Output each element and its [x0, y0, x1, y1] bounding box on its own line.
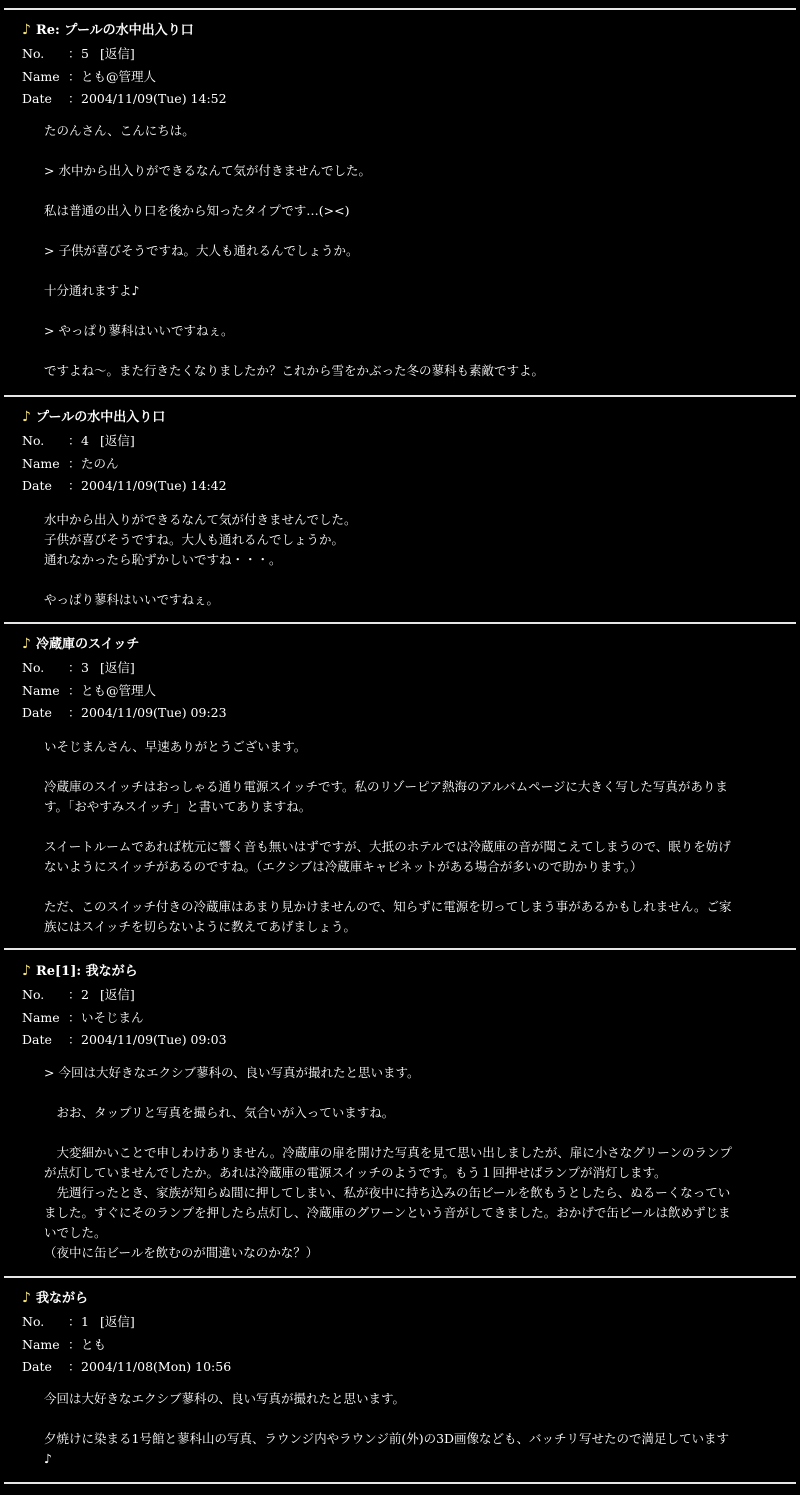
body-line: ました。すぐにそのランプを押したら点灯し、冷蔵庫のグワーンという音がしてきました。おかげで缶ビールは飲めずじま [44, 1205, 731, 1220]
post-title [22, 960, 138, 979]
body-line: ただ、このスイッチ付きの冷蔵庫はあまり見かけませんので、知らずに電源を切ってしまう事があるかもしれません。ご家 [44, 899, 732, 914]
post-date-row [22, 1357, 231, 1375]
post-no-row [22, 1312, 135, 1330]
post-date-row [22, 476, 227, 494]
post-no-row [22, 431, 135, 449]
author-name: とも@管理人 [81, 683, 157, 698]
colon: ： [68, 1032, 81, 1047]
body-line: スイートルームであれば枕元に響く音も無いはずですが、大抵のホテルでは冷蔵庫の音が聞こえてしまうので、眠りを妨げ [44, 839, 731, 854]
body-line: す。「おやすみスイッチ」と書いてありますね。 [44, 799, 312, 814]
post-title-text: 我ながら [35, 1291, 88, 1306]
music-note-icon: ♪ [22, 1290, 31, 1306]
body-line [44, 181, 756, 201]
colon: ： [68, 46, 81, 61]
body-line: 子供が喜びそうですね。大人も通れるんでしょうか。 [44, 532, 345, 547]
body-line: 先週行ったとき、家族が知らぬ間に押してしまい、私が夜中に持ち込みの缶ビールを飲もうとしたら、ぬるーくなってい [44, 1185, 731, 1200]
body-line: 冷蔵庫のスイッチはおっしゃる通り電源スイッチです。私のリゾーピア熱海のアルバムページに大きく写した写真がありま [44, 779, 728, 794]
date-label: Date [22, 478, 52, 493]
no-label: No. [22, 660, 45, 675]
body-line: > 今回は大好きなエクシブ蓼科の、良い写真が撮れたと思います。 [44, 1065, 420, 1080]
body-line: > 水中から出入りができるなんて気が付きませんでした。 [44, 163, 371, 178]
post-title-text: Re: プールの水中出入り口 [35, 23, 194, 38]
body-line: 大変細かいことで申しわけありません。冷蔵庫の扉を開けた写真を見て思い出しましたが、扉に小さなグリーンのランプ [44, 1145, 733, 1160]
body-line [44, 301, 756, 321]
name-label: Name [22, 69, 60, 84]
colon: ： [68, 1314, 81, 1329]
post-title [22, 633, 139, 652]
post-title [22, 19, 194, 38]
post-title-text: プールの水中出入り口 [35, 410, 166, 425]
body-line: 水中から出入りができるなんて気が付きませんでした。 [44, 512, 357, 527]
no-label: No. [22, 433, 45, 448]
post-number: 3 [81, 660, 89, 675]
colon: ： [68, 69, 81, 84]
music-note-icon: ♪ [22, 409, 31, 425]
body-line: 通れなかったら恥ずかしいですね・・・。 [44, 552, 282, 567]
author-name: いそじまん [81, 1010, 144, 1025]
colon: ： [68, 660, 81, 675]
body-line: が点灯していませんでしたか。あれは冷蔵庫の電源スイッチのようです。もう１回押せばランプが消灯します。 [44, 1165, 667, 1180]
body-line: 私は普通の出入り口を後から知ったタイプです…(><) [44, 203, 350, 218]
colon: ： [68, 1010, 81, 1025]
post-body [44, 121, 756, 381]
body-line [44, 757, 756, 777]
body-line: いでした。 [44, 1225, 107, 1240]
date-label: Date [22, 1032, 52, 1047]
body-line: 族にはスイッチを切らないように教えてあげましょう。 [44, 919, 357, 934]
music-note-icon: ♪ [22, 22, 31, 38]
post-title-text: Re[1]: 我ながら [35, 964, 138, 979]
reply-link[interactable]: [返信] [99, 1314, 135, 1329]
body-line [44, 1123, 756, 1143]
body-line: （夜中に缶ビールを飲むのが間違いなのかな？） [44, 1245, 319, 1260]
body-line [44, 341, 756, 361]
divider [4, 8, 796, 10]
post-body [44, 1389, 756, 1469]
post-number: 2 [81, 987, 89, 1002]
music-note-icon: ♪ [22, 963, 31, 979]
name-label: Name [22, 683, 60, 698]
divider [4, 622, 796, 624]
post-body [44, 510, 756, 610]
body-line: 今回は大好きなエクシブ蓼科の、良い写真が撮れたと思います。 [44, 1391, 406, 1406]
post-date-row [22, 1030, 227, 1048]
body-line [44, 1409, 756, 1429]
author-name: たのん [81, 456, 119, 471]
colon: ： [68, 478, 81, 493]
colon: ： [68, 1359, 81, 1374]
colon: ： [68, 456, 81, 471]
body-line: おお、タップリと写真を撮られ、気合いが入っていますね。 [44, 1105, 395, 1120]
colon: ： [68, 433, 81, 448]
post-number: 1 [81, 1314, 89, 1329]
post-date-row [22, 703, 227, 721]
post-date: 2004/11/09(Tue) 14:42 [81, 478, 227, 493]
body-line: > やっぱり蓼科はいいですねぇ。 [44, 323, 234, 338]
body-line [44, 570, 756, 590]
post-date-row [22, 89, 227, 107]
body-line [44, 877, 756, 897]
post-number: 4 [81, 433, 89, 448]
no-label: No. [22, 1314, 45, 1329]
post-title-text: 冷蔵庫のスイッチ [35, 637, 140, 652]
reply-link[interactable]: [返信] [99, 987, 135, 1002]
reply-link[interactable]: [返信] [99, 660, 135, 675]
post-no-row [22, 658, 135, 676]
post-no-row [22, 985, 135, 1003]
date-label: Date [22, 1359, 52, 1374]
body-line [44, 261, 756, 281]
body-line: 夕焼けに染まる1号館と蓼科山の写真、ラウンジ内やラウンジ前(外)の3D画像なども、バッチリ写せたので満足しています [44, 1431, 730, 1446]
date-label: Date [22, 91, 52, 106]
date-label: Date [22, 705, 52, 720]
body-line: やっぱり蓼科はいいですねぇ。 [44, 592, 220, 607]
divider [4, 1276, 796, 1278]
name-label: Name [22, 1337, 60, 1352]
post-name-row [22, 1335, 106, 1353]
reply-link[interactable]: [返信] [99, 46, 135, 61]
divider [4, 1482, 796, 1484]
body-line [44, 1083, 756, 1103]
post-name-row [22, 67, 156, 85]
post-title [22, 406, 165, 425]
music-note-icon: ♪ [22, 636, 31, 652]
divider [4, 395, 796, 397]
author-name: とも@管理人 [81, 69, 157, 84]
post-name-row [22, 1008, 144, 1026]
body-line [44, 141, 756, 161]
divider [4, 948, 796, 950]
body-line [44, 817, 756, 837]
body-line: > 子供が喜びそうですね。大人も通れるんでしょうか。 [44, 243, 359, 258]
post-name-row [22, 454, 119, 472]
body-line: ですよね〜。また行きたくなりましたか？これから雪をかぶった冬の蓼科も素敵ですよ。 [44, 363, 545, 378]
reply-link[interactable]: [返信] [99, 433, 135, 448]
no-label: No. [22, 46, 45, 61]
body-line: ないようにスイッチがあるのですね。（エクシブは冷蔵庫キャビネットがある場合が多いので助かります。） [44, 859, 643, 874]
post-number: 5 [81, 46, 89, 61]
colon: ： [68, 1337, 81, 1352]
post-body [44, 737, 756, 937]
post-date: 2004/11/09(Tue) 14:52 [81, 91, 227, 106]
post-name-row [22, 681, 156, 699]
name-label: Name [22, 1010, 60, 1025]
post-no-row [22, 44, 135, 62]
author-name: とも [81, 1337, 107, 1352]
post-body [44, 1063, 756, 1263]
colon: ： [68, 683, 81, 698]
colon: ： [68, 91, 81, 106]
post-date: 2004/11/09(Tue) 09:03 [81, 1032, 227, 1047]
name-label: Name [22, 456, 60, 471]
body-line: 十分通れますよ♪ [44, 283, 140, 298]
no-label: No. [22, 987, 45, 1002]
body-line [44, 221, 756, 241]
colon: ： [68, 987, 81, 1002]
body-line: いそじまんさん、早速ありがとうございます。 [44, 739, 307, 754]
post-date: 2004/11/09(Tue) 09:23 [81, 705, 227, 720]
post-date: 2004/11/08(Mon) 10:56 [81, 1359, 232, 1374]
post-title [22, 1287, 88, 1306]
body-line: たのんさん、こんにちは。 [44, 123, 195, 138]
body-line: ♪ [44, 1451, 52, 1466]
colon: ： [68, 705, 81, 720]
